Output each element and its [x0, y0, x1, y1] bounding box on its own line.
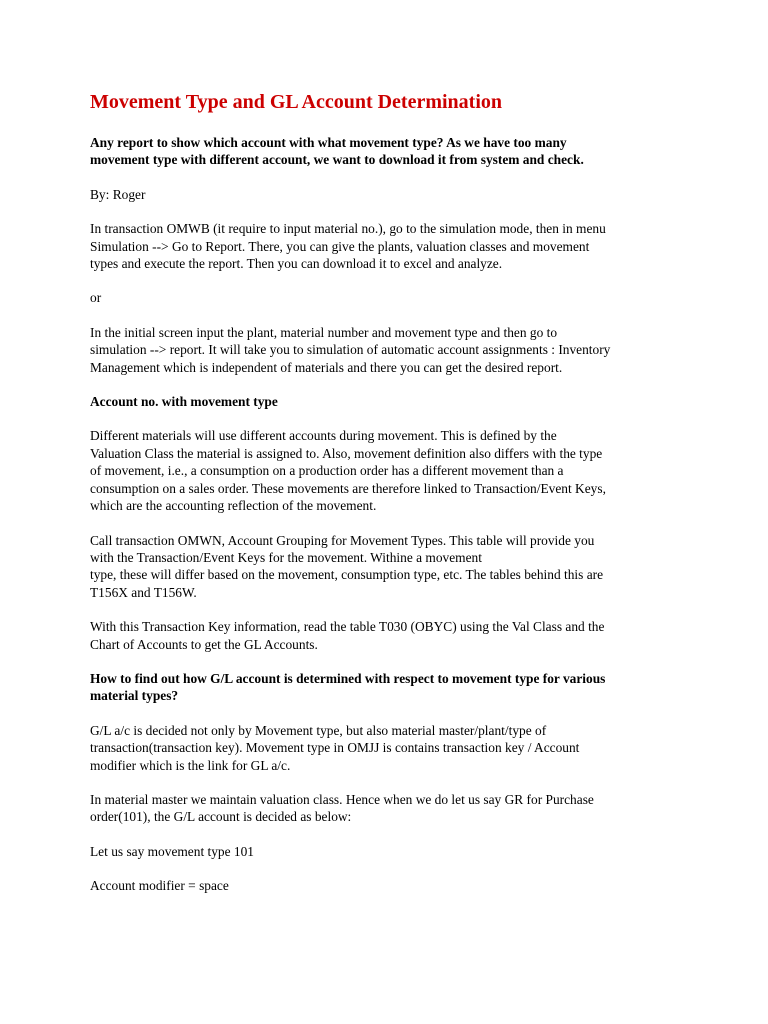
byline: By: Roger — [90, 186, 146, 202]
text-line: Chart of Accounts to get the GL Accounts. — [90, 636, 318, 652]
text-line: Simulation --> Go to Report. There, you can give the plants, valuation classes and movement — [90, 238, 590, 254]
text-line: which are the accounting reflection of the movement. — [90, 498, 377, 514]
document-title: Movement Type and GL Account Determination — [90, 91, 503, 113]
text-line: How to find out how G/L account is determined with respect to movement type for various — [90, 670, 606, 686]
text-line: consumption on a sales order. These movements are therefore linked to Transaction/Event Keys, — [90, 480, 606, 496]
paragraph-initial-screen — [90, 324, 690, 376]
text-line: In material master we maintain valuation class. Hence when we do let us say GR for Purchase — [90, 791, 594, 807]
section-heading-gl-account — [90, 670, 690, 705]
question-paragraph — [90, 134, 690, 169]
paragraph-omwb — [90, 220, 690, 272]
text-line: of movement, i.e., a consumption on a production order has a different movement than a — [90, 463, 564, 479]
text-line: Valuation Class the material is assigned to. Also, movement definition also differs with the type — [90, 445, 603, 461]
text-line: G/L a/c is decided not only by Movement type, but also material master/plant/type of — [90, 722, 547, 738]
text-line: Call transaction OMWN, Account Grouping for Movement Types. This table will provide you — [90, 532, 595, 548]
paragraph-different-materials — [90, 427, 690, 514]
text-line: In the initial screen input the plant, material number and movement type and then go to — [90, 324, 558, 340]
text-line: movement type with different account, we want to download it from system and check. — [90, 152, 584, 168]
text-line: Different materials will use different accounts during movement. This is defined by the — [90, 428, 557, 444]
paragraph-material-master — [90, 791, 690, 826]
text-line: simulation --> report. It will take you to simulation of automatic account assignments : Inventory — [90, 342, 611, 358]
paragraph-gl-decided — [90, 722, 690, 774]
text-line: with the Transaction/Event Keys for the movement. Withine a movement — [90, 549, 482, 565]
or-separator: or — [90, 290, 102, 306]
text-line: modifier which is the link for GL a/c. — [90, 757, 291, 773]
text-line: material types? — [90, 688, 179, 704]
text-line: In transaction OMWB (it require to input material no.), go to the simulation mode, then in menu — [90, 221, 606, 237]
paragraph-account-modifier: Account modifier = space — [90, 878, 229, 894]
paragraph-movement-type-101: Let us say movement type 101 — [90, 843, 255, 859]
text-line: With this Transaction Key information, read the table T030 (OBYC) using the Val Class and the — [90, 619, 605, 635]
text-line: transaction(transaction key). Movement type in OMJJ is contains transaction key / Account — [90, 740, 580, 756]
paragraph-transaction-key — [90, 618, 690, 653]
text-line: types and execute the report. Then you can download it to excel and analyze. — [90, 256, 503, 272]
text-line: type, these will differ based on the movement, consumption type, etc. The tables behind this are — [90, 567, 604, 583]
text-line: Any report to show which account with what movement type? As we have too many — [90, 135, 567, 150]
text-line: order(101), the G/L account is decided as below: — [90, 809, 352, 825]
text-line: Management which is independent of materials and there you can get the desired report. — [90, 359, 563, 375]
paragraph-omwn — [90, 532, 690, 602]
document-page — [90, 88, 690, 912]
section-heading-account-no: Account no. with movement type — [90, 394, 278, 410]
text-line: T156X and T156W. — [90, 584, 197, 600]
